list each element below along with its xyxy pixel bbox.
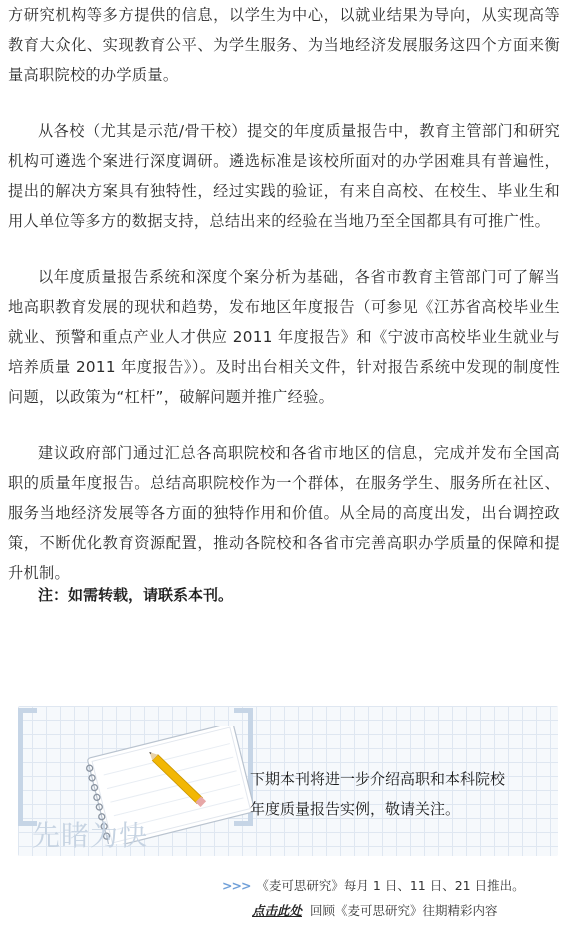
next-issue-line-2: 年度质量报告实例，敬请关注。: [250, 800, 461, 818]
archive-link-line: [252, 901, 498, 919]
click-here-link[interactable]: 点击此处: [252, 903, 303, 918]
schedule-text: 《麦可思研究》每月 1 日、11 日、21 日推出。: [256, 878, 525, 893]
arrow-icon: >>>: [222, 878, 251, 893]
sneak-peek-label: 先睹为快: [32, 819, 149, 852]
article-body: [8, 0, 560, 614]
paragraph-1: 方研究机构等多方提供的信息，以学生为中心，以就业结果为导向，从实现高等教育大众化、实现教育公平、为学生服务、为当地经济发展服务这四个方面来衡量高职院校的办学质量。: [8, 6, 560, 84]
publication-schedule: [222, 876, 525, 894]
paragraph-2: 从各校（尤其是示范/骨干校）提交的年度质量报告中，教育主管部门和研究机构可遴选个案进行深度调研。遴选标准是该校所面对的办学困难具有普遍性，提出的解决方案具有独特性，经过实践的验证，有来自高校、在校生、毕业生和用人单位等多方的数据支持，总结出来的经验在当地乃至全国都具有可推广性。: [8, 122, 560, 230]
archive-description: 回顾《麦可思研究》往期精彩内容: [310, 903, 498, 918]
next-issue-line-1: 下期本刊将进一步介绍高职和本科院校: [250, 770, 506, 788]
next-issue-promo: [18, 706, 558, 856]
paragraph-4: 建议政府部门通过汇总各高职院校和各省市地区的信息，完成并发布全国高职的质量年度报告。总结高职院校作为一个群体，在服务学生、服务所在社区、服务当地经济发展等各方面的独特作用和价值。从全局的高度出发，出台调控政策，不断优化教育资源配置，推动各院校和各省市完善高职办学质量的保障和提升机制。: [8, 444, 560, 582]
paragraph-3: 以年度质量报告系统和深度个案分析为基础，各省市教育主管部门可了解当地高职教育发展的现状和趋势，发布地区年度报告（可参见《江苏省高校毕业生就业、预警和重点产业人才供应 2011 年度报告》和《宁波市高校毕业生就业与培养质量 2011 年度报告》）。及时出台相关文件，针对报告系统中发现的制度性问题，以政策为“杠杆”，破解问题并推广经验。: [8, 268, 560, 406]
left-bracket-decoration: [18, 708, 37, 826]
reprint-note: 注：如需转载，请联系本刊。: [38, 586, 234, 604]
next-issue-text: [250, 764, 505, 824]
